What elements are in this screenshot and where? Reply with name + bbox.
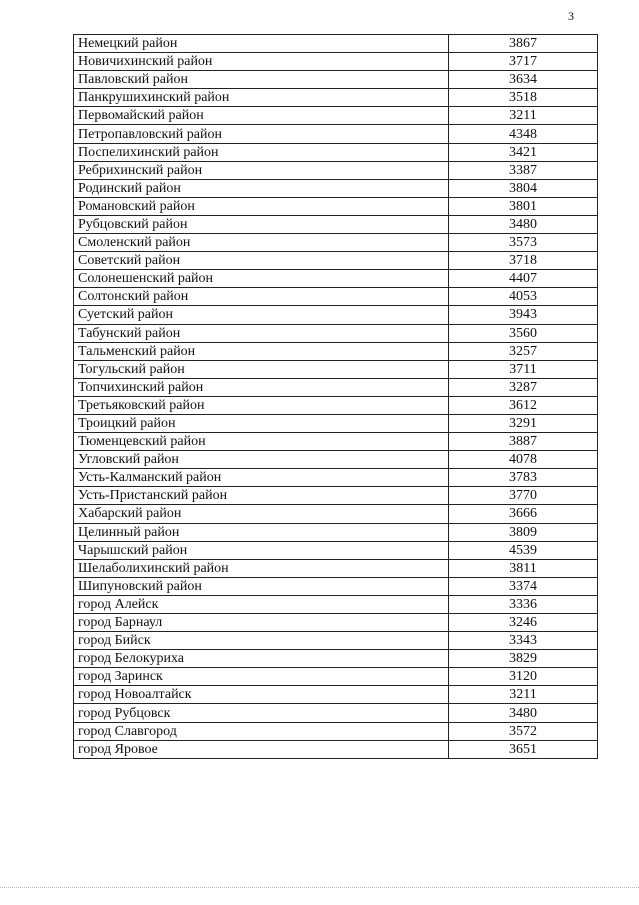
value-cell: 3120 — [449, 668, 598, 686]
district-name-cell: Целинный район — [74, 523, 449, 541]
value-cell: 3811 — [449, 559, 598, 577]
table-row — [74, 722, 598, 740]
district-name-cell: Суетский район — [74, 306, 449, 324]
table-row — [74, 252, 598, 270]
district-name-cell: город Заринск — [74, 668, 449, 686]
district-name-cell: Поспелихинский район — [74, 143, 449, 161]
district-name-cell: Смоленский район — [74, 234, 449, 252]
table-row — [74, 179, 598, 197]
table-row — [74, 595, 598, 613]
district-name-cell: Новичихинский район — [74, 53, 449, 71]
table-row — [74, 668, 598, 686]
value-cell: 3211 — [449, 686, 598, 704]
value-cell: 4539 — [449, 541, 598, 559]
table-row — [74, 215, 598, 233]
value-cell: 3374 — [449, 577, 598, 595]
page-number: 3 — [568, 9, 574, 23]
table-row — [74, 161, 598, 179]
table-row — [74, 523, 598, 541]
table-row — [74, 342, 598, 360]
value-cell: 3257 — [449, 342, 598, 360]
district-name-cell: Тюменцевский район — [74, 433, 449, 451]
district-name-cell: Ребрихинский район — [74, 161, 449, 179]
value-cell: 3804 — [449, 179, 598, 197]
table-row — [74, 632, 598, 650]
value-cell: 3480 — [449, 215, 598, 233]
table-row — [74, 197, 598, 215]
district-name-cell: город Яровое — [74, 740, 449, 758]
district-name-cell: город Барнаул — [74, 614, 449, 632]
district-name-cell: Хабарский район — [74, 505, 449, 523]
table-row — [74, 234, 598, 252]
district-name-cell: Рубцовский район — [74, 215, 449, 233]
district-name-cell: Тогульский район — [74, 360, 449, 378]
district-name-cell: город Новоалтайск — [74, 686, 449, 704]
district-name-cell: Родинский район — [74, 179, 449, 197]
district-name-cell: город Славгород — [74, 722, 449, 740]
value-cell: 3867 — [449, 35, 598, 53]
district-name-cell: Угловский район — [74, 451, 449, 469]
value-cell: 3343 — [449, 632, 598, 650]
district-name-cell: Советский район — [74, 252, 449, 270]
value-cell: 3612 — [449, 396, 598, 414]
table-row — [74, 53, 598, 71]
value-cell: 3573 — [449, 234, 598, 252]
table-row — [74, 414, 598, 432]
district-name-cell: Топчихинский район — [74, 378, 449, 396]
value-cell: 3560 — [449, 324, 598, 342]
district-name-cell: Третьяковский район — [74, 396, 449, 414]
district-name-cell: город Бийск — [74, 632, 449, 650]
table-row — [74, 469, 598, 487]
value-cell: 4348 — [449, 125, 598, 143]
district-name-cell: Солтонский район — [74, 288, 449, 306]
district-name-cell: Первомайский район — [74, 107, 449, 125]
district-name-cell: Табунский район — [74, 324, 449, 342]
table-row — [74, 650, 598, 668]
value-cell: 4078 — [449, 451, 598, 469]
table-row — [74, 577, 598, 595]
district-name-cell: город Белокуриха — [74, 650, 449, 668]
district-name-cell: Усть-Калманский район — [74, 469, 449, 487]
value-cell: 3651 — [449, 740, 598, 758]
table-row — [74, 559, 598, 577]
district-name-cell: Троицкий район — [74, 414, 449, 432]
table-row — [74, 89, 598, 107]
district-name-cell: Чарышский район — [74, 541, 449, 559]
table-row — [74, 306, 598, 324]
table-row — [74, 270, 598, 288]
district-name-cell: Солонешенский район — [74, 270, 449, 288]
value-cell: 3711 — [449, 360, 598, 378]
value-cell: 3718 — [449, 252, 598, 270]
value-cell: 3634 — [449, 71, 598, 89]
table-row — [74, 107, 598, 125]
value-cell: 3829 — [449, 650, 598, 668]
table-row — [74, 143, 598, 161]
data-table — [73, 34, 598, 759]
district-name-cell: город Рубцовск — [74, 704, 449, 722]
district-name-cell: Немецкий район — [74, 35, 449, 53]
value-cell: 4407 — [449, 270, 598, 288]
district-name-cell: Панкрушихинский район — [74, 89, 449, 107]
value-cell: 3336 — [449, 595, 598, 613]
value-cell: 3387 — [449, 161, 598, 179]
table-row — [74, 35, 598, 53]
value-cell: 3770 — [449, 487, 598, 505]
district-name-cell: Шипуновский район — [74, 577, 449, 595]
value-cell: 3518 — [449, 89, 598, 107]
table-row — [74, 396, 598, 414]
value-cell: 3666 — [449, 505, 598, 523]
district-name-cell: Усть-Пристанский район — [74, 487, 449, 505]
table-row — [74, 378, 598, 396]
value-cell: 3943 — [449, 306, 598, 324]
value-cell: 4053 — [449, 288, 598, 306]
value-cell: 3887 — [449, 433, 598, 451]
table-row — [74, 740, 598, 758]
table-row — [74, 324, 598, 342]
table-row — [74, 487, 598, 505]
district-name-cell: Шелаболихинский район — [74, 559, 449, 577]
table-row — [74, 288, 598, 306]
value-cell: 3717 — [449, 53, 598, 71]
table-row — [74, 433, 598, 451]
district-name-cell: Павловский район — [74, 71, 449, 89]
table-row — [74, 704, 598, 722]
district-name-cell: Тальменский район — [74, 342, 449, 360]
district-name-cell: Петропавловский район — [74, 125, 449, 143]
table-row — [74, 360, 598, 378]
table-row — [74, 125, 598, 143]
table-row — [74, 451, 598, 469]
district-name-cell: город Алейск — [74, 595, 449, 613]
district-name-cell: Романовский район — [74, 197, 449, 215]
table-row — [74, 686, 598, 704]
value-cell: 3783 — [449, 469, 598, 487]
value-cell: 3809 — [449, 523, 598, 541]
table-row — [74, 614, 598, 632]
table-row — [74, 505, 598, 523]
value-cell: 3480 — [449, 704, 598, 722]
table-row — [74, 541, 598, 559]
value-cell: 3572 — [449, 722, 598, 740]
value-cell: 3287 — [449, 378, 598, 396]
value-cell: 3421 — [449, 143, 598, 161]
value-cell: 3291 — [449, 414, 598, 432]
table-row — [74, 71, 598, 89]
value-cell: 3211 — [449, 107, 598, 125]
page-bottom-edge — [0, 887, 639, 888]
value-cell: 3801 — [449, 197, 598, 215]
value-cell: 3246 — [449, 614, 598, 632]
table-body — [74, 35, 598, 759]
